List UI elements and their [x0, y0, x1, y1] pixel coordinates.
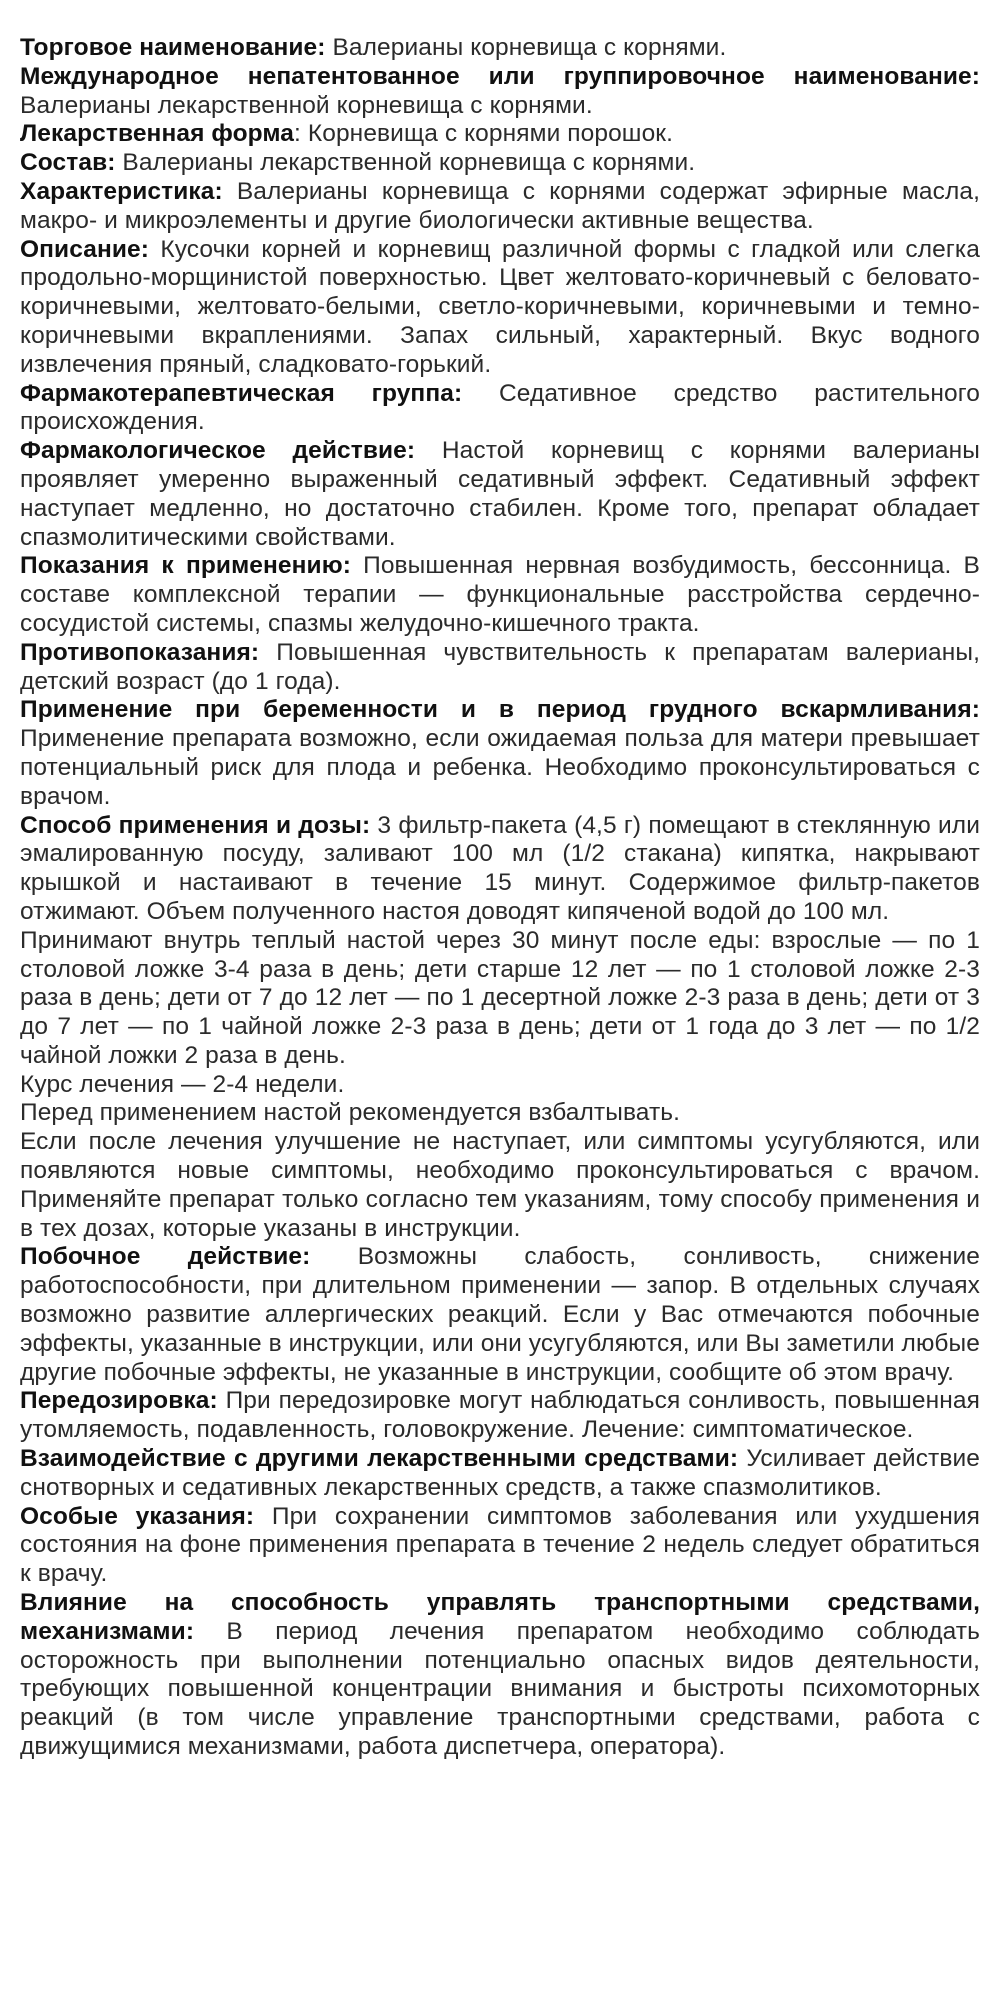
section-text: В период лечения препаратом необходимо соблюдать осторожность при выполнении потенциально опасных видов деятельности, требующих повышенной концентрации внимания и быстроты психомоторных реакций (в том числе управление транспортными средствами, работа с движущимися механизмами, работа диспетчера, оператора).: [20, 1617, 980, 1761]
section-text: Кусочки корней и корневищ различной формы с гладкой или слегка продольно-морщинистой поверхностью. Цвет желтовато-коричневый с беловато-коричневыми, желтовато-белыми, светло-коричневыми, коричневыми и темно-коричневыми вкраплениями. Запах сильный, характерный. Вкус водного извлечения пряный, сладковато-горький.: [20, 235, 980, 378]
dosage-paragraph: Курс лечения — 2-4 недели.: [20, 1070, 345, 1098]
section-trade-name: [20, 34, 980, 63]
section-driving: [20, 1589, 980, 1762]
section-text: При передозировке могут наблюдаться сонливость, повышенная утомляемость, подавленность, головокружение. Лечение: симптоматическое.: [20, 1387, 980, 1444]
section-text: : Корневища с корнями порошок.: [294, 120, 674, 148]
section-title: Побочное действие:: [20, 1243, 311, 1271]
section-title: Влияние на способность управлять транспортными средствами, механизмами:: [20, 1589, 980, 1645]
section-interactions: [20, 1445, 980, 1503]
section-text: Применение препарата возможно, если ожидаемая польза для матери превышает потенциальный риск для плода и ребенка. Необходимо проконсультироваться с врачом.: [20, 725, 980, 810]
section-text: Настой корневищ с корнями валерианы проявляет умеренно выраженный седативный эффект. Седативный эффект наступает медленно, но достаточно стабилен. Кроме того, препарат обладает спазмолитическими свойствами.: [20, 437, 980, 551]
section-title: Применение при беременности и в период грудного вскармливания:: [20, 696, 980, 724]
section-title: Состав:: [20, 149, 116, 177]
section-text: Валерианы лекарственной корневища с корнями.: [115, 149, 696, 177]
section-text: Усиливает действие снотворных и седативных лекарственных средств, а также спазмолитиков.: [20, 1445, 980, 1501]
section-title: Фармакологическое действие:: [20, 437, 416, 465]
section-text: Повышенная нервная возбудимость, бессонница. В составе комплексной терапии — функциональные расстройства сердечно-сосудистой системы, спазмы желудочно-кишечного тракта.: [20, 552, 981, 637]
section-dosage-form: [20, 120, 980, 149]
section-title: Описание:: [20, 235, 150, 263]
section-text: При сохранении симптомов заболевания или ухудшения состояния на фоне применения препарата в течение 2 недель следует обратиться к врачу.: [20, 1502, 980, 1588]
dosage-paragraph: Если после лечения улучшение не наступает, или симптомы усугубляются, или появляются новые симптомы, необходимо проконсультироваться с врачом. Применяйте препарат только согласно тем указаниям, тому способу применения и в тех дозах, которые указаны в инструкции.: [20, 1128, 980, 1242]
section-pharmacological-action: [20, 437, 980, 552]
dosage-paragraph: Перед применением настой рекомендуется взбалтывать.: [20, 1099, 681, 1127]
section-text: Валерианы корневища с корнями содержат эфирные масла, макро- и микроэлементы и другие биологически активные вещества.: [20, 177, 980, 234]
section-text: Возможны слабость, сонливость, снижение работоспособности, при длительном применении — запор. В отдельных случаях возможно развитие аллергических реакций. Если у Вас отмечаются побочные эффекты, указанные в инструкции, или они усугубляются, или Вы заметили любые другие побочные эффекты, не указанные в инструкции, сообщите об этом врачу.: [20, 1243, 980, 1386]
section-dosage: [20, 812, 980, 927]
section-contraindications: [20, 639, 980, 697]
section-composition: [20, 149, 980, 178]
section-title: Международное непатентованное или группировочное наименование:: [20, 62, 980, 90]
section-text: 3 фильтр-пакета (4,5 г) помещают в стеклянную или эмалированную посуду, заливают 100 мл (1/2 стакана) кипятка, накрывают крышкой и настаивают в течение 15 минут. Содержимое фильтр-пакетов отжимают. Объем полученного настоя доводят кипяченой водой до 100 мл.: [20, 811, 980, 925]
section-text: Валерианы лекарственной корневища с корнями.: [20, 91, 593, 119]
section-side-effects: [20, 1243, 980, 1387]
section-text: Повышенная чувствительность к препаратам валерианы, детский возраст (до 1 года).: [20, 638, 980, 695]
section-title: Способ применения и дозы:: [20, 811, 371, 839]
section-title: Фармакотерапевтическая группа:: [20, 379, 463, 407]
section-title: Взаимодействие с другими лекарственными средствами:: [20, 1445, 739, 1473]
section-title: Особые указания:: [20, 1502, 255, 1530]
section-title: Торговое наименование:: [20, 34, 326, 61]
section-inn: [20, 63, 980, 121]
section-pregnancy: [20, 696, 980, 811]
dosage-paragraph: Принимают внутрь теплый настой через 30 минут после еды: взрослые — по 1 столовой ложке 3-4 раза в день; дети старше 12 лет — по 1 столовой ложке 2-3 раза в день; дети от 7 до 12 лет — по 1 десертной ложке 2-3 раза в день; дети от 3 до 7 лет — по 1 чайной ложке 2-3 раза в день; дети от 1 года до 3 лет — по 1/2 чайной ложки 2 раза в день.: [20, 926, 980, 1069]
section-pharmacotherapeutic-group: [20, 380, 980, 438]
section-title: Лекарственная форма: [20, 120, 295, 148]
section-description: [20, 236, 980, 380]
section-text: Седативное средство растительного происхождения.: [20, 379, 980, 436]
section-text: Валерианы корневища с корнями.: [325, 34, 727, 61]
section-title: Передозировка:: [20, 1387, 218, 1415]
section-title: Противопоказания:: [20, 638, 260, 666]
section-indications: [20, 552, 980, 638]
section-overdose: [20, 1387, 980, 1445]
section-title: Характеристика:: [20, 177, 223, 205]
leaflet-text: [20, 34, 980, 1762]
section-title: Показания к применению:: [20, 552, 351, 580]
section-characteristics: [20, 178, 980, 236]
section-special-instructions: [20, 1503, 980, 1589]
